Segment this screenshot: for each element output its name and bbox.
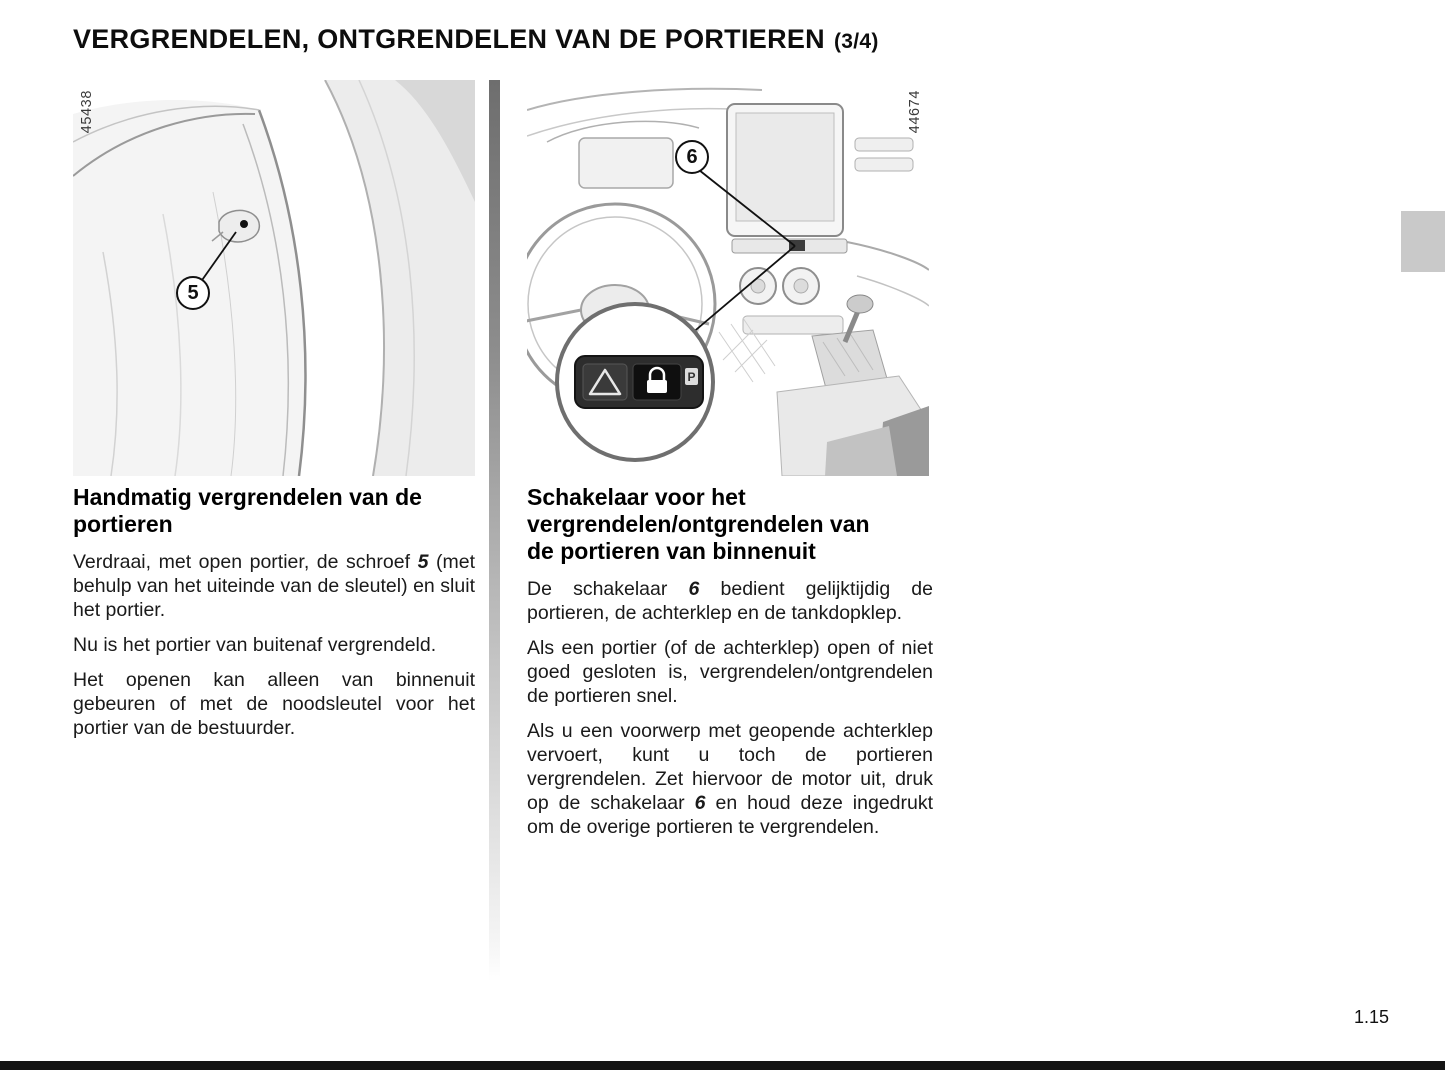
- door-illustration: [73, 80, 475, 476]
- left-column: [73, 484, 475, 752]
- section-heading-interior-switch: Schakelaar voor het vergrendelen/ontgrendelen van de portieren van binnenuit: [527, 484, 870, 565]
- callout-6: 6: [675, 140, 709, 174]
- dashboard-illustration: [527, 80, 929, 476]
- page-title: [73, 24, 879, 55]
- paragraph: Het openen kan alleen van binnenuit gebeuren of met de noodsleutel voor het portier van de bestuurder.: [73, 669, 475, 740]
- right-column: [527, 484, 933, 851]
- ref-number-5: 5: [417, 551, 429, 574]
- footer-bar: [0, 1061, 1445, 1070]
- figure-reference-number: 44674: [907, 90, 923, 134]
- ref-number-6: 6: [694, 792, 706, 815]
- page-title-part-indicator: (3/4): [833, 30, 879, 53]
- gear-position-label: P: [687, 370, 696, 384]
- figure-door-lock: [73, 80, 475, 476]
- gear-lever: [847, 295, 873, 313]
- column-divider: [489, 80, 500, 982]
- paragraph: Nu is het portier van buitenaf vergrendeld.: [73, 634, 437, 657]
- paragraph: De schakelaar 6 bedient gelijktijdig de portieren, de achterklep en de tankdopklep.: [527, 578, 933, 625]
- figure-reference-number: 45438: [79, 90, 95, 134]
- section-heading-manual-locking: Handmatig vergrendelen van de portieren: [73, 484, 422, 538]
- paragraph: Als een portier (of de achterklep) open of niet goed gesloten is, vergrendelen/ontgrendelen de portieren snel.: [527, 637, 933, 708]
- page-number: 1.15: [1353, 1007, 1389, 1027]
- paragraph: Verdraai, met open portier, de schroef 5 (met behulp van het uiteinde van de sleutel) en sluit het portier.: [73, 551, 475, 622]
- paragraph: Als u een voorwerp met geopende achterklep vervoert, kunt u toch de portieren vergrendelen. Zet hiervoor de motor uit, druk op de schakelaar 6 en houd deze ingedrukt om de overige portieren te vergrendelen.: [527, 720, 934, 839]
- chapter-edge-tab: [1401, 211, 1445, 272]
- ref-number-6: 6: [688, 578, 700, 601]
- page-title-text: VERGRENDELEN, ONTGRENDELEN VAN DE PORTIEREN: [73, 24, 825, 54]
- figure-dashboard-switch: [527, 80, 929, 476]
- lock-screw: [240, 220, 248, 228]
- callout-5: 5: [176, 276, 210, 310]
